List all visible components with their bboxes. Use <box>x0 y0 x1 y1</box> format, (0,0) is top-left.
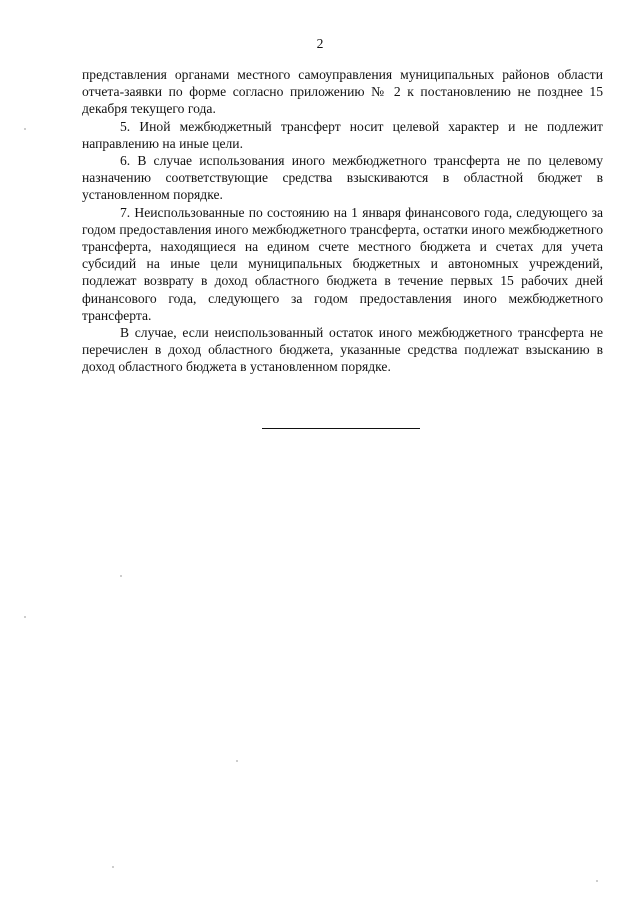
document-body <box>82 66 603 376</box>
scan-speck <box>236 760 238 762</box>
end-of-text-rule <box>262 428 420 429</box>
page-number: 2 <box>316 36 324 51</box>
scan-speck <box>24 128 26 130</box>
paragraph-item-6: 6. В случае использования иного межбюджетного трансферта не по целевому назначению соответствующие средства взыскиваются в областной бюджет в установленном порядке. <box>82 153 603 203</box>
scan-speck <box>596 880 598 882</box>
paragraph-item-7: 7. Неиспользованные по состоянию на 1 января финансового года, следующего за годом предоставления иного межбюджетного трансферта, остатки иного межбюджетного трансферта, находящиеся на едином счете местного бюджета и счетах для учета субсидий на иные цели муниципальных бюджетных и автономных учреждений, подлежат возврату в доход областного бюджета в течение первых 15 рабочих дней финансового года, следующего за годом предоставления иного межбюджетного трансферта. <box>82 204 603 323</box>
scan-speck <box>24 616 26 618</box>
paragraph-item-5: 5. Иной межбюджетный трансферт носит целевой характер и не подлежит направлению на иные цели. <box>82 118 603 151</box>
paragraph-closing: В случае, если неиспользованный остаток иного межбюджетного трансферта не перечислен в доход областного бюджета, указанные средства подлежат взысканию в доход областного бюджета в установленном порядке. <box>82 325 603 375</box>
paragraph-continuation: представления органами местного самоуправления муниципальных районов области отчета-заявки по форме согласно приложению № 2 к постановлению не позднее 15 декабря текущего года. <box>82 67 603 117</box>
scan-speck <box>112 866 114 868</box>
scan-speck <box>120 575 122 577</box>
